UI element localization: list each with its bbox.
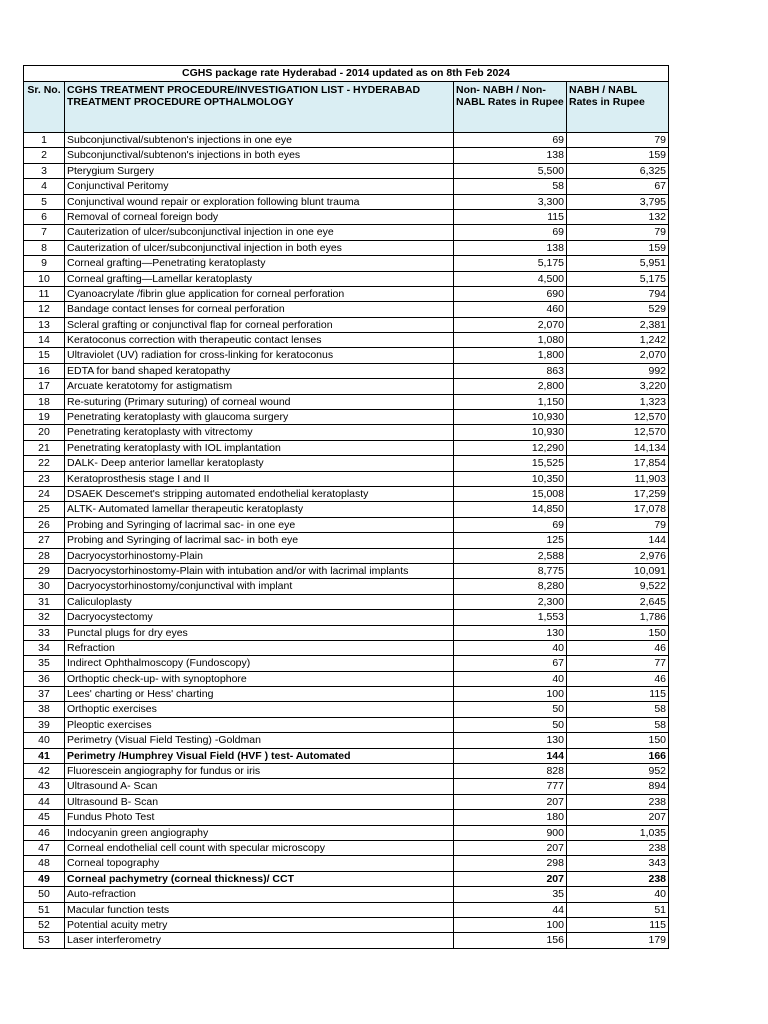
table-row [24,240,669,255]
row-procedure: Caliculoplasty [65,594,454,609]
row-procedure: Keratoprosthesis stage I and II [65,471,454,486]
row-sr-no: 43 [24,779,65,794]
row-sr-no: 17 [24,379,65,394]
table-row [24,286,669,301]
row-nabh-rate: 5,951 [567,256,669,271]
row-procedure: Corneal grafting—Penetrating keratoplasty [65,256,454,271]
row-nabh-rate: 3,220 [567,379,669,394]
row-sr-no: 3 [24,163,65,178]
row-sr-no: 44 [24,794,65,809]
row-non-nabh-rate: 1,150 [454,394,567,409]
row-procedure: Ultrasound A- Scan [65,779,454,794]
table-row [24,563,669,578]
row-procedure: Perimetry /Humphrey Visual Field (HVF ) test- Automated [65,748,454,763]
row-sr-no: 4 [24,179,65,194]
row-nabh-rate: 77 [567,656,669,671]
row-procedure: Orthoptic exercises [65,702,454,717]
row-procedure: Re-suturing (Primary suturing) of corneal wound [65,394,454,409]
row-procedure: Bandage contact lenses for corneal perforation [65,302,454,317]
row-sr-no: 34 [24,640,65,655]
row-nabh-rate: 1,323 [567,394,669,409]
row-non-nabh-rate: 690 [454,286,567,301]
row-nabh-rate: 14,134 [567,440,669,455]
row-sr-no: 45 [24,810,65,825]
row-non-nabh-rate: 1,080 [454,333,567,348]
row-sr-no: 32 [24,610,65,625]
row-non-nabh-rate: 2,070 [454,317,567,332]
row-procedure: Penetrating keratoplasty with IOL implantation [65,440,454,455]
row-sr-no: 6 [24,209,65,224]
row-sr-no: 27 [24,533,65,548]
row-sr-no: 47 [24,840,65,855]
row-non-nabh-rate: 3,300 [454,194,567,209]
row-nabh-rate: 238 [567,840,669,855]
row-non-nabh-rate: 50 [454,702,567,717]
row-non-nabh-rate: 144 [454,748,567,763]
row-non-nabh-rate: 4,500 [454,271,567,286]
row-nabh-rate: 12,570 [567,425,669,440]
header-nabh-rate: NABH / NABL Rates in Rupee [567,82,669,133]
table-row [24,656,669,671]
table-row [24,625,669,640]
row-procedure: Penetrating keratoplasty with vitrectomy [65,425,454,440]
row-procedure: Corneal topography [65,856,454,871]
row-sr-no: 11 [24,286,65,301]
row-procedure: Orthoptic check-up- with synoptophore [65,671,454,686]
row-nabh-rate: 58 [567,702,669,717]
row-non-nabh-rate: 8,280 [454,579,567,594]
row-nabh-rate: 40 [567,887,669,902]
row-nabh-rate: 159 [567,148,669,163]
table-body [24,133,669,949]
row-procedure: Dacryocystorhinostomy-Plain [65,548,454,563]
table-row [24,687,669,702]
row-procedure: Subconjunctival/subtenon's injections in both eyes [65,148,454,163]
row-nabh-rate: 51 [567,902,669,917]
table-row [24,794,669,809]
header-procedure: CGHS TREATMENT PROCEDURE/INVESTIGATION LIST - HYDERABAD TREATMENT PROCEDURE OPTHALMOLOGY [65,82,454,133]
row-nabh-rate: 2,645 [567,594,669,609]
table-row [24,702,669,717]
table-row [24,471,669,486]
row-procedure: Scleral grafting or conjunctival flap for corneal perforation [65,317,454,332]
table-row [24,856,669,871]
row-non-nabh-rate: 100 [454,917,567,932]
row-sr-no: 8 [24,240,65,255]
table-row [24,517,669,532]
row-nabh-rate: 207 [567,810,669,825]
row-non-nabh-rate: 1,800 [454,348,567,363]
row-non-nabh-rate: 15,525 [454,456,567,471]
row-non-nabh-rate: 58 [454,179,567,194]
row-sr-no: 35 [24,656,65,671]
row-nabh-rate: 79 [567,133,669,148]
table-row [24,840,669,855]
row-nabh-rate: 17,259 [567,486,669,501]
row-nabh-rate: 150 [567,625,669,640]
row-non-nabh-rate: 50 [454,717,567,732]
row-nabh-rate: 2,070 [567,348,669,363]
row-procedure: Refraction [65,640,454,655]
row-sr-no: 26 [24,517,65,532]
header-non-nabh-rate: Non- NABH / Non-NABL Rates in Rupee [454,82,567,133]
row-procedure: Probing and Syringing of lacrimal sac- in one eye [65,517,454,532]
table-row [24,440,669,455]
row-nabh-rate: 343 [567,856,669,871]
row-procedure: Auto-refraction [65,887,454,902]
row-procedure: Dacryocystorhinostomy/conjunctival with implant [65,579,454,594]
row-nabh-rate: 17,078 [567,502,669,517]
row-sr-no: 9 [24,256,65,271]
title-row [24,66,669,82]
row-nabh-rate: 2,976 [567,548,669,563]
row-nabh-rate: 79 [567,517,669,532]
row-nabh-rate: 67 [567,179,669,194]
rate-table [23,65,669,949]
row-sr-no: 38 [24,702,65,717]
table-row [24,610,669,625]
row-non-nabh-rate: 863 [454,363,567,378]
row-nabh-rate: 992 [567,363,669,378]
header-sr-no: Sr. No. [24,82,65,133]
row-procedure: Conjunctival wound repair or exploration following blunt trauma [65,194,454,209]
row-procedure: Punctal plugs for dry eyes [65,625,454,640]
row-nabh-rate: 6,325 [567,163,669,178]
row-nabh-rate: 17,854 [567,456,669,471]
table-row [24,671,669,686]
row-non-nabh-rate: 40 [454,640,567,655]
row-procedure: Pterygium Surgery [65,163,454,178]
row-procedure: ALTK- Automated lamellar therapeutic keratoplasty [65,502,454,517]
row-sr-no: 23 [24,471,65,486]
row-non-nabh-rate: 67 [454,656,567,671]
table-row [24,579,669,594]
row-non-nabh-rate: 8,775 [454,563,567,578]
table-row [24,410,669,425]
table-row [24,887,669,902]
row-non-nabh-rate: 5,500 [454,163,567,178]
table-row [24,548,669,563]
row-nabh-rate: 150 [567,733,669,748]
row-non-nabh-rate: 1,553 [454,610,567,625]
row-nabh-rate: 11,903 [567,471,669,486]
table-row [24,333,669,348]
row-non-nabh-rate: 5,175 [454,256,567,271]
row-non-nabh-rate: 777 [454,779,567,794]
row-procedure: Dacryocystectomy [65,610,454,625]
row-nabh-rate: 58 [567,717,669,732]
row-sr-no: 2 [24,148,65,163]
table-row [24,779,669,794]
row-sr-no: 5 [24,194,65,209]
table-row [24,209,669,224]
row-sr-no: 20 [24,425,65,440]
row-procedure: Probing and Syringing of lacrimal sac- in both eye [65,533,454,548]
row-nabh-rate: 115 [567,687,669,702]
row-sr-no: 29 [24,563,65,578]
row-non-nabh-rate: 69 [454,133,567,148]
row-sr-no: 53 [24,933,65,948]
table-row [24,348,669,363]
row-procedure: Ultraviolet (UV) radiation for cross-linking for keratoconus [65,348,454,363]
row-procedure: DSAEK Descemet's stripping automated endothelial keratoplasty [65,486,454,501]
table-row [24,163,669,178]
row-non-nabh-rate: 2,588 [454,548,567,563]
row-sr-no: 21 [24,440,65,455]
row-non-nabh-rate: 2,800 [454,379,567,394]
row-non-nabh-rate: 138 [454,240,567,255]
row-procedure: Cyanoacrylate /fibrin glue application for corneal perforation [65,286,454,301]
row-non-nabh-rate: 69 [454,517,567,532]
row-non-nabh-rate: 207 [454,794,567,809]
row-non-nabh-rate: 460 [454,302,567,317]
row-sr-no: 14 [24,333,65,348]
row-non-nabh-rate: 69 [454,225,567,240]
row-non-nabh-rate: 207 [454,871,567,886]
row-non-nabh-rate: 130 [454,625,567,640]
row-procedure: Indocyanin green angiography [65,825,454,840]
row-nabh-rate: 238 [567,794,669,809]
table-row [24,148,669,163]
table-row [24,317,669,332]
table-row [24,594,669,609]
table-row [24,302,669,317]
row-non-nabh-rate: 138 [454,148,567,163]
row-nabh-rate: 1,786 [567,610,669,625]
row-nabh-rate: 179 [567,933,669,948]
table-row [24,871,669,886]
row-procedure: Cauterization of ulcer/subconjunctival injection in both eyes [65,240,454,255]
table-row [24,179,669,194]
row-nabh-rate: 5,175 [567,271,669,286]
row-procedure: EDTA for band shaped keratopathy [65,363,454,378]
table-row [24,902,669,917]
table-row [24,456,669,471]
row-procedure: DALK- Deep anterior lamellar keratoplasty [65,456,454,471]
row-non-nabh-rate: 298 [454,856,567,871]
row-nabh-rate: 115 [567,917,669,932]
row-non-nabh-rate: 180 [454,810,567,825]
table-row [24,256,669,271]
row-procedure: Fundus Photo Test [65,810,454,825]
table-title: CGHS package rate Hyderabad - 2014 updated as on 8th Feb 2024 [24,66,669,82]
row-sr-no: 40 [24,733,65,748]
row-nabh-rate: 10,091 [567,563,669,578]
row-sr-no: 36 [24,671,65,686]
row-non-nabh-rate: 100 [454,687,567,702]
table-row [24,425,669,440]
row-procedure: Perimetry (Visual Field Testing) -Goldman [65,733,454,748]
row-nabh-rate: 1,035 [567,825,669,840]
row-sr-no: 49 [24,871,65,886]
row-nabh-rate: 12,570 [567,410,669,425]
row-nabh-rate: 238 [567,871,669,886]
row-nabh-rate: 79 [567,225,669,240]
row-non-nabh-rate: 40 [454,671,567,686]
row-non-nabh-rate: 12,290 [454,440,567,455]
row-procedure: Corneal pachymetry (corneal thickness)/ CCT [65,871,454,886]
row-nabh-rate: 46 [567,640,669,655]
row-sr-no: 48 [24,856,65,871]
row-procedure: Cauterization of ulcer/subconjunctival injection in one eye [65,225,454,240]
row-sr-no: 16 [24,363,65,378]
row-nabh-rate: 166 [567,748,669,763]
table-row [24,502,669,517]
row-nabh-rate: 46 [567,671,669,686]
row-non-nabh-rate: 44 [454,902,567,917]
row-non-nabh-rate: 125 [454,533,567,548]
row-procedure: Corneal endothelial cell count with specular microscopy [65,840,454,855]
row-sr-no: 42 [24,764,65,779]
row-sr-no: 46 [24,825,65,840]
row-sr-no: 19 [24,410,65,425]
row-procedure: Pleoptic exercises [65,717,454,732]
row-procedure: Corneal grafting—Lamellar keratoplasty [65,271,454,286]
row-sr-no: 39 [24,717,65,732]
row-sr-no: 52 [24,917,65,932]
row-sr-no: 15 [24,348,65,363]
table-row [24,717,669,732]
table-row [24,748,669,763]
header-row [24,82,669,133]
table-row [24,194,669,209]
row-sr-no: 28 [24,548,65,563]
row-sr-no: 25 [24,502,65,517]
row-non-nabh-rate: 10,350 [454,471,567,486]
row-non-nabh-rate: 15,008 [454,486,567,501]
row-sr-no: 24 [24,486,65,501]
row-sr-no: 10 [24,271,65,286]
row-sr-no: 18 [24,394,65,409]
row-procedure: Indirect Ophthalmoscopy (Fundoscopy) [65,656,454,671]
row-non-nabh-rate: 35 [454,887,567,902]
row-sr-no: 51 [24,902,65,917]
table-row [24,225,669,240]
row-procedure: Arcuate keratotomy for astigmatism [65,379,454,394]
table-row [24,933,669,948]
row-nabh-rate: 3,795 [567,194,669,209]
row-procedure: Macular function tests [65,902,454,917]
row-procedure: Conjunctival Peritomy [65,179,454,194]
row-procedure: Ultrasound B- Scan [65,794,454,809]
row-nabh-rate: 1,242 [567,333,669,348]
row-non-nabh-rate: 2,300 [454,594,567,609]
row-nabh-rate: 9,522 [567,579,669,594]
table-row [24,486,669,501]
table-row [24,271,669,286]
row-nabh-rate: 529 [567,302,669,317]
row-non-nabh-rate: 207 [454,840,567,855]
row-procedure: Penetrating keratoplasty with glaucoma surgery [65,410,454,425]
row-non-nabh-rate: 10,930 [454,410,567,425]
row-nabh-rate: 794 [567,286,669,301]
table-row [24,533,669,548]
row-nabh-rate: 144 [567,533,669,548]
row-sr-no: 33 [24,625,65,640]
row-non-nabh-rate: 130 [454,733,567,748]
row-procedure: Keratoconus correction with therapeutic contact lenses [65,333,454,348]
row-sr-no: 41 [24,748,65,763]
row-non-nabh-rate: 14,850 [454,502,567,517]
table-row [24,810,669,825]
table-row [24,733,669,748]
row-procedure: Subconjunctival/subtenon's injections in one eye [65,133,454,148]
table-row [24,917,669,932]
table-row [24,640,669,655]
row-procedure: Removal of corneal foreign body [65,209,454,224]
row-nabh-rate: 952 [567,764,669,779]
row-sr-no: 1 [24,133,65,148]
row-sr-no: 12 [24,302,65,317]
row-procedure: Lees' charting or Hess' charting [65,687,454,702]
row-sr-no: 7 [24,225,65,240]
row-nabh-rate: 894 [567,779,669,794]
row-procedure: Fluorescein angiography for fundus or iris [65,764,454,779]
row-procedure: Potential acuity metry [65,917,454,932]
row-sr-no: 37 [24,687,65,702]
row-sr-no: 50 [24,887,65,902]
row-nabh-rate: 132 [567,209,669,224]
row-sr-no: 22 [24,456,65,471]
row-non-nabh-rate: 10,930 [454,425,567,440]
table-row [24,133,669,148]
table-row [24,825,669,840]
table-row [24,764,669,779]
row-procedure: Laser interferometry [65,933,454,948]
row-sr-no: 13 [24,317,65,332]
row-non-nabh-rate: 900 [454,825,567,840]
row-procedure: Dacryocystorhinostomy-Plain with intubation and/or with lacrimal implants [65,563,454,578]
row-non-nabh-rate: 156 [454,933,567,948]
row-non-nabh-rate: 828 [454,764,567,779]
row-sr-no: 31 [24,594,65,609]
table-row [24,379,669,394]
row-nabh-rate: 159 [567,240,669,255]
table-row [24,394,669,409]
row-nabh-rate: 2,381 [567,317,669,332]
table-row [24,363,669,378]
row-sr-no: 30 [24,579,65,594]
row-non-nabh-rate: 115 [454,209,567,224]
